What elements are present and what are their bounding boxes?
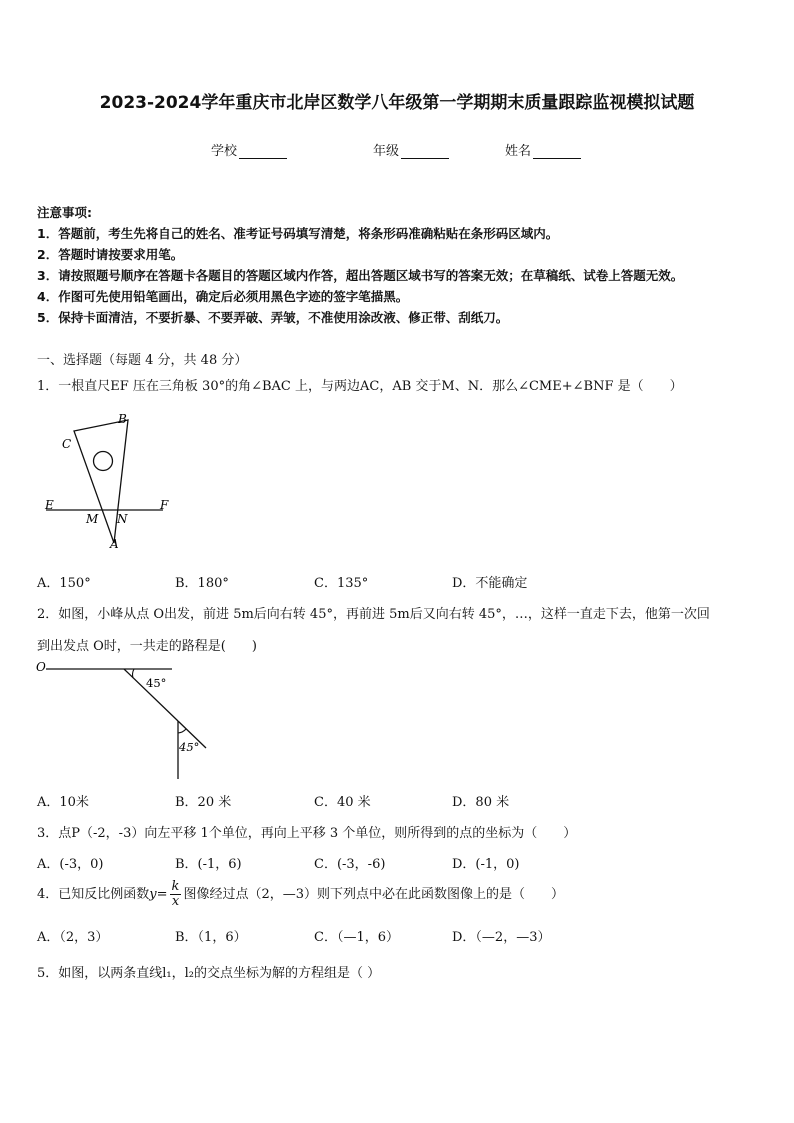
name-label: 姓名 — [505, 144, 532, 159]
option-b: B．(-1，6) — [175, 857, 242, 872]
question-3-text: 3．点P（-2，-3）向左平移 1个单位，再向上平移 3 个单位，则所得到的点的坐标为（ ） — [37, 826, 577, 841]
question-1-figure — [38, 410, 188, 555]
fraction-denominator: x — [171, 894, 180, 909]
section-heading: 一、选择题（每题 4 分，共 48 分） — [37, 353, 248, 368]
option-b: B．（1，6） — [175, 930, 247, 945]
notice-item: 2．答题时请按要求用笔。 — [37, 247, 184, 262]
notice-item: 4．作图可先使用铅笔画出，确定后必须用黑色字迹的签字笔描黑。 — [37, 289, 409, 304]
question-4-suffix: 图像经过点（2，—3）则下列点中必在此函数图像上的是（ ） — [183, 887, 564, 902]
grade-field — [373, 140, 449, 159]
name-field — [505, 140, 581, 159]
grade-label: 年级 — [373, 144, 400, 159]
notice-heading: 注意事项: — [37, 205, 92, 220]
option-a: A．(-3，0) — [37, 857, 104, 872]
page-title: 2023-2024学年重庆市北岸区数学八年级第一学期期末质量跟踪监视模拟试题 — [99, 93, 695, 113]
option-b: B．20 米 — [175, 795, 232, 810]
option-d: D．80 米 — [452, 795, 510, 810]
question-4-prefix: 4．已知反比例函数 — [37, 887, 150, 902]
label-b: B — [118, 412, 127, 426]
label-f: F — [160, 498, 169, 512]
notice-item: 5．保持卡面清洁，不要折暴、不要弄破、弄皱，不准使用涂改液、修正带、刮纸刀。 — [37, 310, 509, 325]
question-2-figure — [36, 657, 216, 782]
grade-blank — [401, 144, 449, 159]
option-d: D．不能确定 — [452, 576, 528, 591]
school-blank — [239, 144, 287, 159]
fraction-k-over-x — [170, 880, 182, 909]
question-2-line1: 2．如图，小峰从点 O出发，前进 5m后向右转 45°，再前进 5m后又向右转 45°，…，这样一直走下去，他第一次回 — [37, 607, 710, 622]
school-field — [211, 140, 287, 159]
label-n: N — [117, 512, 128, 526]
option-d: D．(-1，0) — [452, 857, 520, 872]
question-2-line2: 到出发点 O时，一共走的路程是( ) — [37, 639, 257, 654]
equals-sign: = — [156, 887, 168, 902]
label-m: M — [86, 512, 99, 526]
notice-item: 1．答题前，考生先将自己的姓名、准考证号码填写清楚，将条形码准确粘贴在条形码区域内。 — [37, 226, 559, 241]
label-c: C — [62, 437, 72, 451]
option-c: C．（—1，6） — [314, 930, 399, 945]
question-1-text: 1．一根直尺EF 压在三角板 30°的角∠BAC 上，与两边AC，AB 交于M、N．那么∠CME+∠BNF 是（ ） — [37, 379, 683, 394]
angle-label-1: 45° — [146, 676, 167, 690]
option-a: A．150° — [37, 576, 91, 591]
option-c: C．40 米 — [314, 795, 371, 810]
notice-item: 3．请按照题号顺序在答题卡各题目的答题区域内作答，超出答题区域书写的答案无效；在草稿纸、试卷上答题无效。 — [37, 268, 684, 283]
angle-label-2: 45° — [179, 740, 200, 754]
option-a: A．10米 — [37, 795, 89, 810]
var-y: y — [149, 887, 157, 902]
option-d: D．（—2，—3） — [452, 930, 551, 945]
fraction-numerator: k — [171, 879, 180, 894]
name-blank — [533, 144, 581, 159]
label-a: A — [110, 537, 119, 551]
option-c: C．(-3，-6) — [314, 857, 386, 872]
option-b: B．180° — [175, 576, 229, 591]
option-c: C．135° — [314, 576, 369, 591]
label-e: E — [45, 498, 54, 512]
school-label: 学校 — [211, 144, 238, 159]
question-5-text: 5．如图，以两条直线l₁，l₂的交点坐标为解的方程组是（ ） — [37, 966, 381, 981]
question-4-text — [37, 880, 564, 909]
label-o: O — [36, 660, 46, 674]
option-a: A．（2，3） — [37, 930, 109, 945]
